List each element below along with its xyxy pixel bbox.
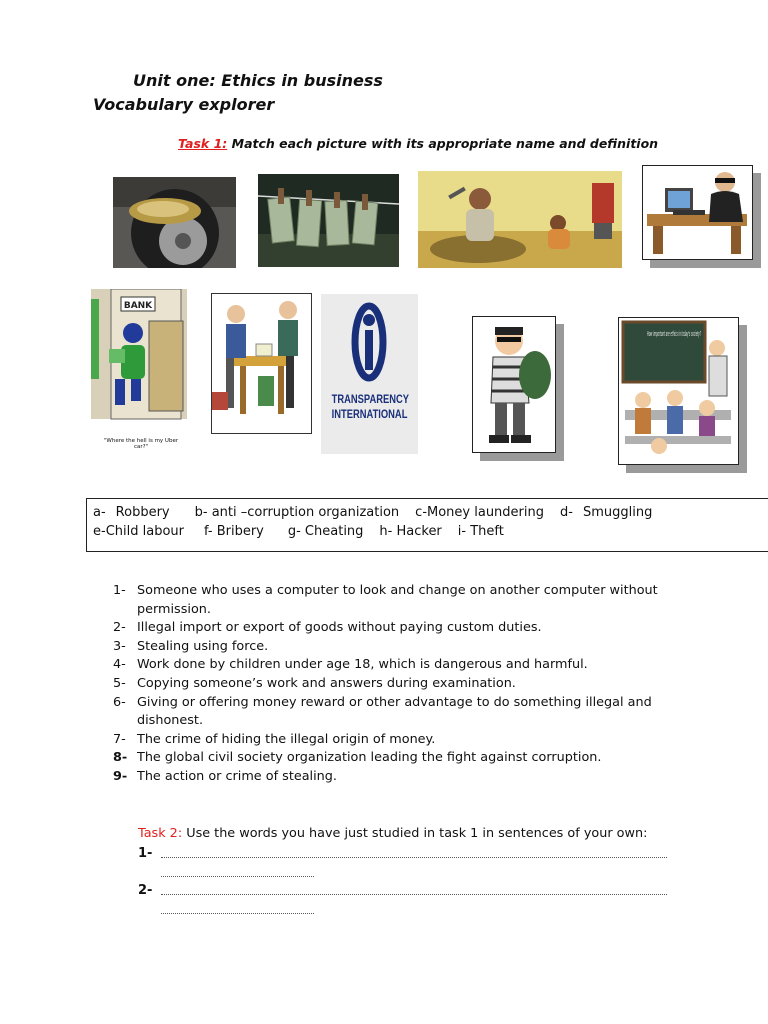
word-h: h- Hacker [379, 524, 442, 539]
task1-label: Task 1: [178, 136, 228, 151]
definition-text: The crime of hiding the illegal origin of money. [137, 731, 436, 747]
definition-number: 2- [113, 620, 126, 636]
definition-number: 7- [113, 731, 126, 747]
definition-number: 8- [113, 750, 128, 766]
definition-item [113, 656, 683, 675]
money-laundering-photo [258, 174, 399, 267]
definition-item [113, 768, 683, 787]
word-i: i- Theft [457, 524, 504, 539]
word-bank-row1 [93, 505, 652, 520]
bank-robbery-cartoon [91, 289, 187, 451]
definitions-list [113, 582, 683, 787]
definition-number: 4- [113, 657, 126, 673]
definition-item [113, 638, 683, 657]
definition-text: Stealing using force. [137, 638, 269, 654]
bribery-cartoon [211, 293, 312, 434]
hacker-cartoon [642, 165, 753, 260]
word-d: Smuggling [582, 505, 653, 520]
definition-text: Giving or offering money reward or other advantage to do something illegal and dishonest. [137, 694, 652, 729]
task2-instruction: Use the words you have just studied in task 1 in sentences of your own: [182, 826, 648, 841]
task1-instruction: Match each picture with its appropriate name and definition [227, 136, 659, 151]
definition-item [113, 694, 683, 731]
word-c: c-Money laundering [415, 505, 544, 520]
definition-text: The global civil society organization leading the fight against corruption. [137, 750, 602, 766]
word-a: Robbery [115, 505, 170, 520]
definition-item [113, 675, 683, 694]
definition-item [113, 582, 683, 619]
smuggling-tyre-photo [113, 177, 236, 268]
answer-line-number: 1- [138, 846, 153, 861]
definition-item [113, 619, 683, 638]
definition-number: 9- [113, 768, 128, 784]
definition-item [113, 749, 683, 768]
subtitle: Vocabulary explorer [93, 95, 275, 114]
ti-logo-line1: TRANSPARENCY [331, 392, 409, 406]
thief-cartoon [472, 316, 556, 453]
definition-number: 6- [113, 694, 126, 710]
word-e-letter: e- [93, 524, 106, 539]
bank-sign: BANK [123, 301, 153, 311]
answer-line-2b[interactable] [161, 913, 314, 914]
answer-line-1b[interactable] [161, 876, 314, 877]
answer-line-1a[interactable] [161, 857, 667, 858]
definition-number: 3- [113, 638, 126, 654]
child-labour-photo [418, 171, 622, 268]
definition-text: Copying someone’s work and answers during examination. [137, 675, 516, 691]
word-b: b- anti –corruption organization [194, 505, 400, 520]
transparency-international-logo [321, 294, 418, 454]
blackboard-text: How important are ethics in today's society? [647, 330, 702, 338]
definition-text: Work done by children under age 18, which is dangerous and harmful. [137, 657, 588, 673]
definition-number: 5- [113, 675, 126, 691]
word-d-letter: d- [560, 505, 573, 520]
task1-heading [178, 136, 658, 151]
definition-number: 1- [113, 583, 126, 598]
definition-text: Someone who uses a computer to look and change on another computer without permission. [137, 583, 658, 617]
word-a-letter: a- [93, 505, 106, 520]
definition-text: Illegal import or export of goods without paying custom duties. [137, 620, 542, 636]
ti-logo-line2: INTERNATIONAL [331, 407, 408, 421]
word-bank-row2 [93, 524, 504, 539]
word-f: f- Bribery [204, 524, 264, 539]
bank-cartoon-caption: "Where the hell is my Uber car?" [103, 438, 179, 450]
word-g: g- Cheating [287, 524, 364, 539]
task2-label: Task 2: [138, 826, 183, 841]
classroom-cheating-cartoon [618, 317, 739, 465]
word-e: Child labour [105, 524, 184, 539]
task2-heading [138, 826, 647, 841]
answer-line-2a[interactable] [161, 894, 667, 895]
unit-title: Unit one: Ethics in business [133, 71, 383, 90]
definition-text: The action or crime of stealing. [137, 768, 337, 784]
answer-line-number: 2- [138, 883, 153, 898]
definition-item [113, 731, 683, 750]
